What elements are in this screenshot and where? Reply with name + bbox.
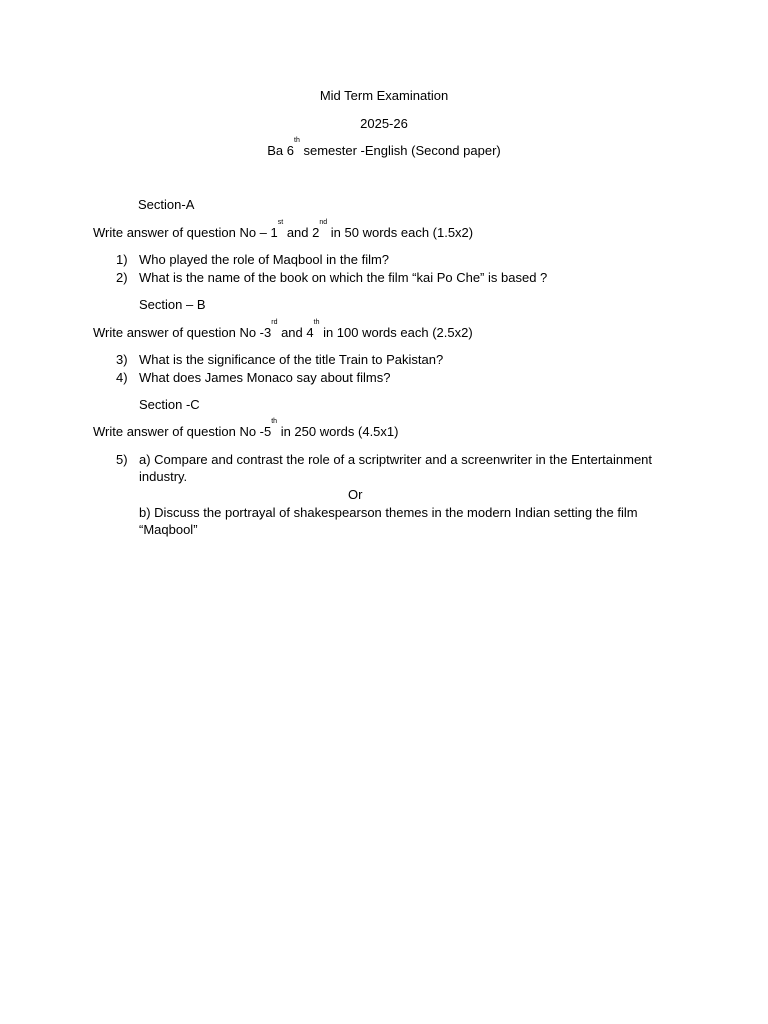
instruction-part: Write answer of question No -5 — [93, 424, 272, 439]
question-number: 5) — [116, 452, 128, 467]
instruction-part: in 100 words each (2.5x2) — [319, 325, 473, 340]
course-suffix: semester -English (Second paper) — [299, 143, 501, 158]
question-text-continued: “Maqbool” — [139, 522, 198, 537]
or-separator: Or — [348, 487, 363, 502]
section-b-instruction — [93, 319, 473, 341]
question-number: 1) — [116, 252, 128, 267]
section-b-heading: Section – B — [139, 297, 206, 312]
question-text: What does James Monaco say about films? — [139, 370, 391, 385]
section-c-heading: Section -C — [139, 397, 200, 412]
question-number: 3) — [116, 352, 128, 367]
question-text-continued: industry. — [139, 469, 188, 484]
instruction-sup: nd — [319, 219, 328, 226]
question-text: What is the significance of the title Train to Pakistan? — [139, 352, 444, 367]
question-text: b) Discuss the portrayal of shakespearson themes in the modern Indian setting the film — [139, 505, 638, 520]
question-number: 4) — [116, 370, 128, 385]
instruction-part: in 250 words (4.5x1) — [277, 424, 399, 439]
exam-title: Mid Term Examination — [319, 88, 449, 103]
section-a-heading: Section-A — [138, 197, 195, 212]
instruction-part: Write answer of question No – 1 — [93, 225, 278, 240]
course-sup: th — [294, 137, 300, 144]
question-text: What is the name of the book on which the film “kai Po Che” is based ? — [139, 270, 548, 285]
question-number: 2) — [116, 270, 128, 285]
question-text: a) Compare and contrast the role of a scriptwriter and a screenwriter in the Entertainment — [139, 452, 653, 467]
instruction-sup: rd — [271, 319, 278, 326]
instruction-sup: th — [271, 418, 278, 425]
instruction-part: and 2 — [283, 225, 320, 240]
exam-session: 2025-26 — [360, 116, 408, 131]
instruction-part: and 4 — [277, 325, 314, 340]
instruction-part: in 50 words each (1.5x2) — [327, 225, 474, 240]
instruction-sup: th — [313, 319, 320, 326]
course-prefix: Ba 6 — [267, 143, 295, 158]
section-a-instruction — [93, 219, 474, 241]
instruction-part: Write answer of question No -3 — [93, 325, 272, 340]
question-text: Who played the role of Maqbool in the film? — [139, 252, 390, 267]
instruction-sup: st — [277, 219, 284, 226]
course-line — [0, 137, 768, 159]
section-c-instruction — [93, 418, 399, 440]
